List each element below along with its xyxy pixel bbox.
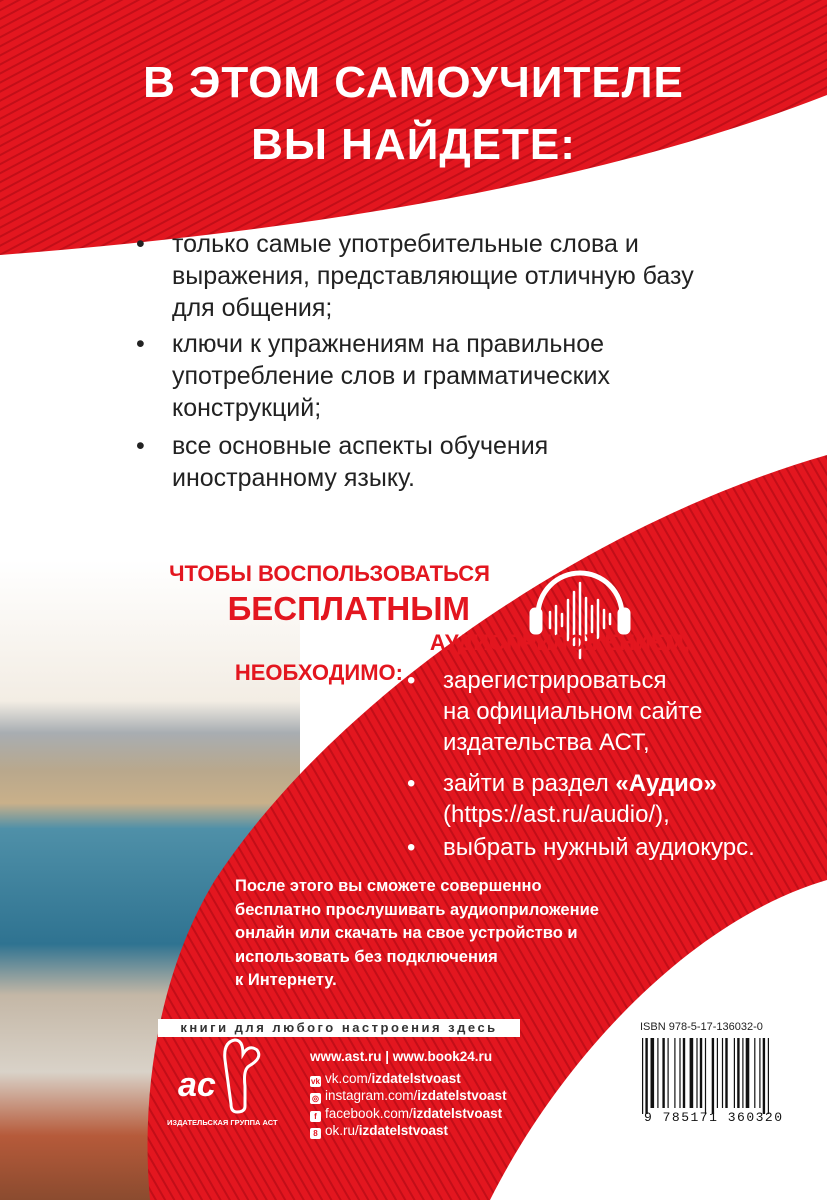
barcode-number: 9 785171 360320	[644, 1110, 784, 1125]
bullet-icon: •	[407, 770, 416, 797]
after-line: онлайн или скачать на свое устройство и	[235, 924, 578, 942]
title-line: ВЫ НАЙДЕТЕ:	[251, 120, 576, 169]
barcode-bar	[754, 1038, 755, 1108]
barcode-bar	[700, 1038, 702, 1108]
feature-item	[136, 430, 549, 494]
feature-line: ключи к упражнениям на правильное	[172, 330, 605, 358]
ok-icon: 8	[310, 1128, 321, 1139]
barcode-bar	[712, 1038, 714, 1114]
svg-text:ас: ас	[178, 1066, 216, 1104]
feature-line: для общения;	[172, 294, 333, 322]
publisher-links	[310, 1048, 507, 1140]
feature-line: иностранному языку.	[172, 464, 415, 492]
social-link-vk[interactable]	[310, 1070, 507, 1088]
after-line: к Интернету.	[235, 971, 337, 989]
barcode-bar	[642, 1038, 643, 1114]
feature-item	[136, 328, 610, 424]
bullet-icon: •	[407, 667, 416, 694]
barcode-bar	[668, 1038, 669, 1108]
social-prefix: instagram.com/	[325, 1088, 418, 1103]
step-line: на официальном сайте	[443, 698, 703, 725]
title-line: В ЭТОМ САМОУЧИТЕЛЕ	[143, 58, 684, 107]
step-register	[407, 665, 703, 758]
barcode-bar	[725, 1038, 727, 1108]
tagline: книги для любого настроения здесь	[158, 1019, 520, 1037]
websites-link[interactable]: www.ast.ru | www.book24.ru	[310, 1049, 493, 1064]
audio-heading-line: ЧТОБЫ ВОСПОЛЬЗОВАТЬСЯ	[169, 561, 490, 586]
step-line: выбрать нужный аудиокурс.	[443, 834, 755, 861]
bullet-icon: •	[136, 230, 145, 258]
page-title	[0, 52, 827, 176]
bullet-icon: •	[407, 834, 416, 861]
barcode	[642, 1038, 769, 1114]
audio-heading-line: НЕОБХОДИМО:	[234, 660, 403, 685]
audio-section-name: «Аудио»	[615, 770, 717, 797]
step-line: издательства АСТ,	[443, 729, 650, 756]
audio-heading-free: БЕСПЛАТНЫМ	[227, 590, 470, 627]
barcode-bar	[705, 1038, 706, 1114]
feature-line: употребление слов и грамматических	[172, 362, 610, 390]
barcode-bar	[763, 1038, 765, 1114]
after-line: После этого вы сможете совершенно	[235, 877, 542, 895]
barcode-bar	[696, 1038, 697, 1108]
barcode-bar	[734, 1038, 735, 1108]
step-audio-section	[407, 768, 717, 830]
barcode-bar	[759, 1038, 760, 1108]
feature-line: все основные аспекты обучения	[172, 432, 549, 460]
barcode-bar	[662, 1038, 664, 1108]
step-choose-course	[407, 832, 755, 863]
social-prefix: ok.ru/	[325, 1123, 359, 1138]
social-link-instagram[interactable]	[310, 1087, 507, 1105]
bullet-icon: •	[136, 330, 145, 358]
barcode-bar	[657, 1038, 658, 1108]
barcode-bar	[679, 1038, 680, 1108]
social-handle: izdatelstvoast	[358, 1123, 449, 1138]
barcode-bar	[690, 1038, 694, 1108]
bullet-icon: •	[136, 432, 145, 460]
social-handle: izdatelstvoast	[371, 1070, 461, 1086]
step-text: зайти в раздел	[443, 770, 616, 797]
barcode-bar	[717, 1038, 718, 1108]
instagram-icon: ◎	[310, 1093, 321, 1104]
social-handle: izdatelstvoast	[412, 1105, 503, 1121]
publisher-name: ИЗДАТЕЛЬСКАЯ ГРУППА АСТ	[167, 1118, 278, 1127]
after-line: бесплатно прослушивать аудиоприложение	[235, 900, 599, 919]
barcode-bar	[722, 1038, 723, 1108]
step-line: зарегистрироваться	[443, 667, 667, 694]
social-link-ok[interactable]	[310, 1122, 507, 1140]
audio-heading-line: АУДИОПРИЛОЖЕНИЕМ,	[429, 630, 690, 655]
vk-icon: vk	[311, 1076, 320, 1086]
facebook-icon: f	[310, 1111, 321, 1122]
social-handle: izdatelstvoast	[417, 1088, 507, 1103]
barcode-bar	[645, 1038, 647, 1114]
feature-line: только самые употребительные слова и	[172, 230, 639, 258]
after-line: использовать без подключения	[235, 947, 498, 966]
feature-line: конструкций;	[172, 394, 322, 422]
isbn-label: ISBN 978-5-17-136032-0	[640, 1021, 763, 1033]
after-text	[235, 875, 599, 993]
barcode-bar	[742, 1038, 743, 1108]
barcode-bar	[737, 1038, 739, 1108]
barcode-bar	[768, 1038, 769, 1114]
barcode-bar	[651, 1038, 655, 1108]
social-prefix: facebook.com/	[325, 1105, 413, 1121]
feature-line: выражения, представляющие отличную базу	[172, 262, 694, 290]
social-prefix: vk.com/	[325, 1070, 372, 1086]
feature-item	[136, 228, 694, 324]
barcode-bar	[683, 1038, 685, 1108]
social-link-facebook[interactable]	[310, 1105, 507, 1123]
barcode-bar	[674, 1038, 675, 1108]
barcode-bar	[746, 1038, 750, 1108]
audio-url-link[interactable]: (https://ast.ru/audio/),	[443, 801, 670, 828]
